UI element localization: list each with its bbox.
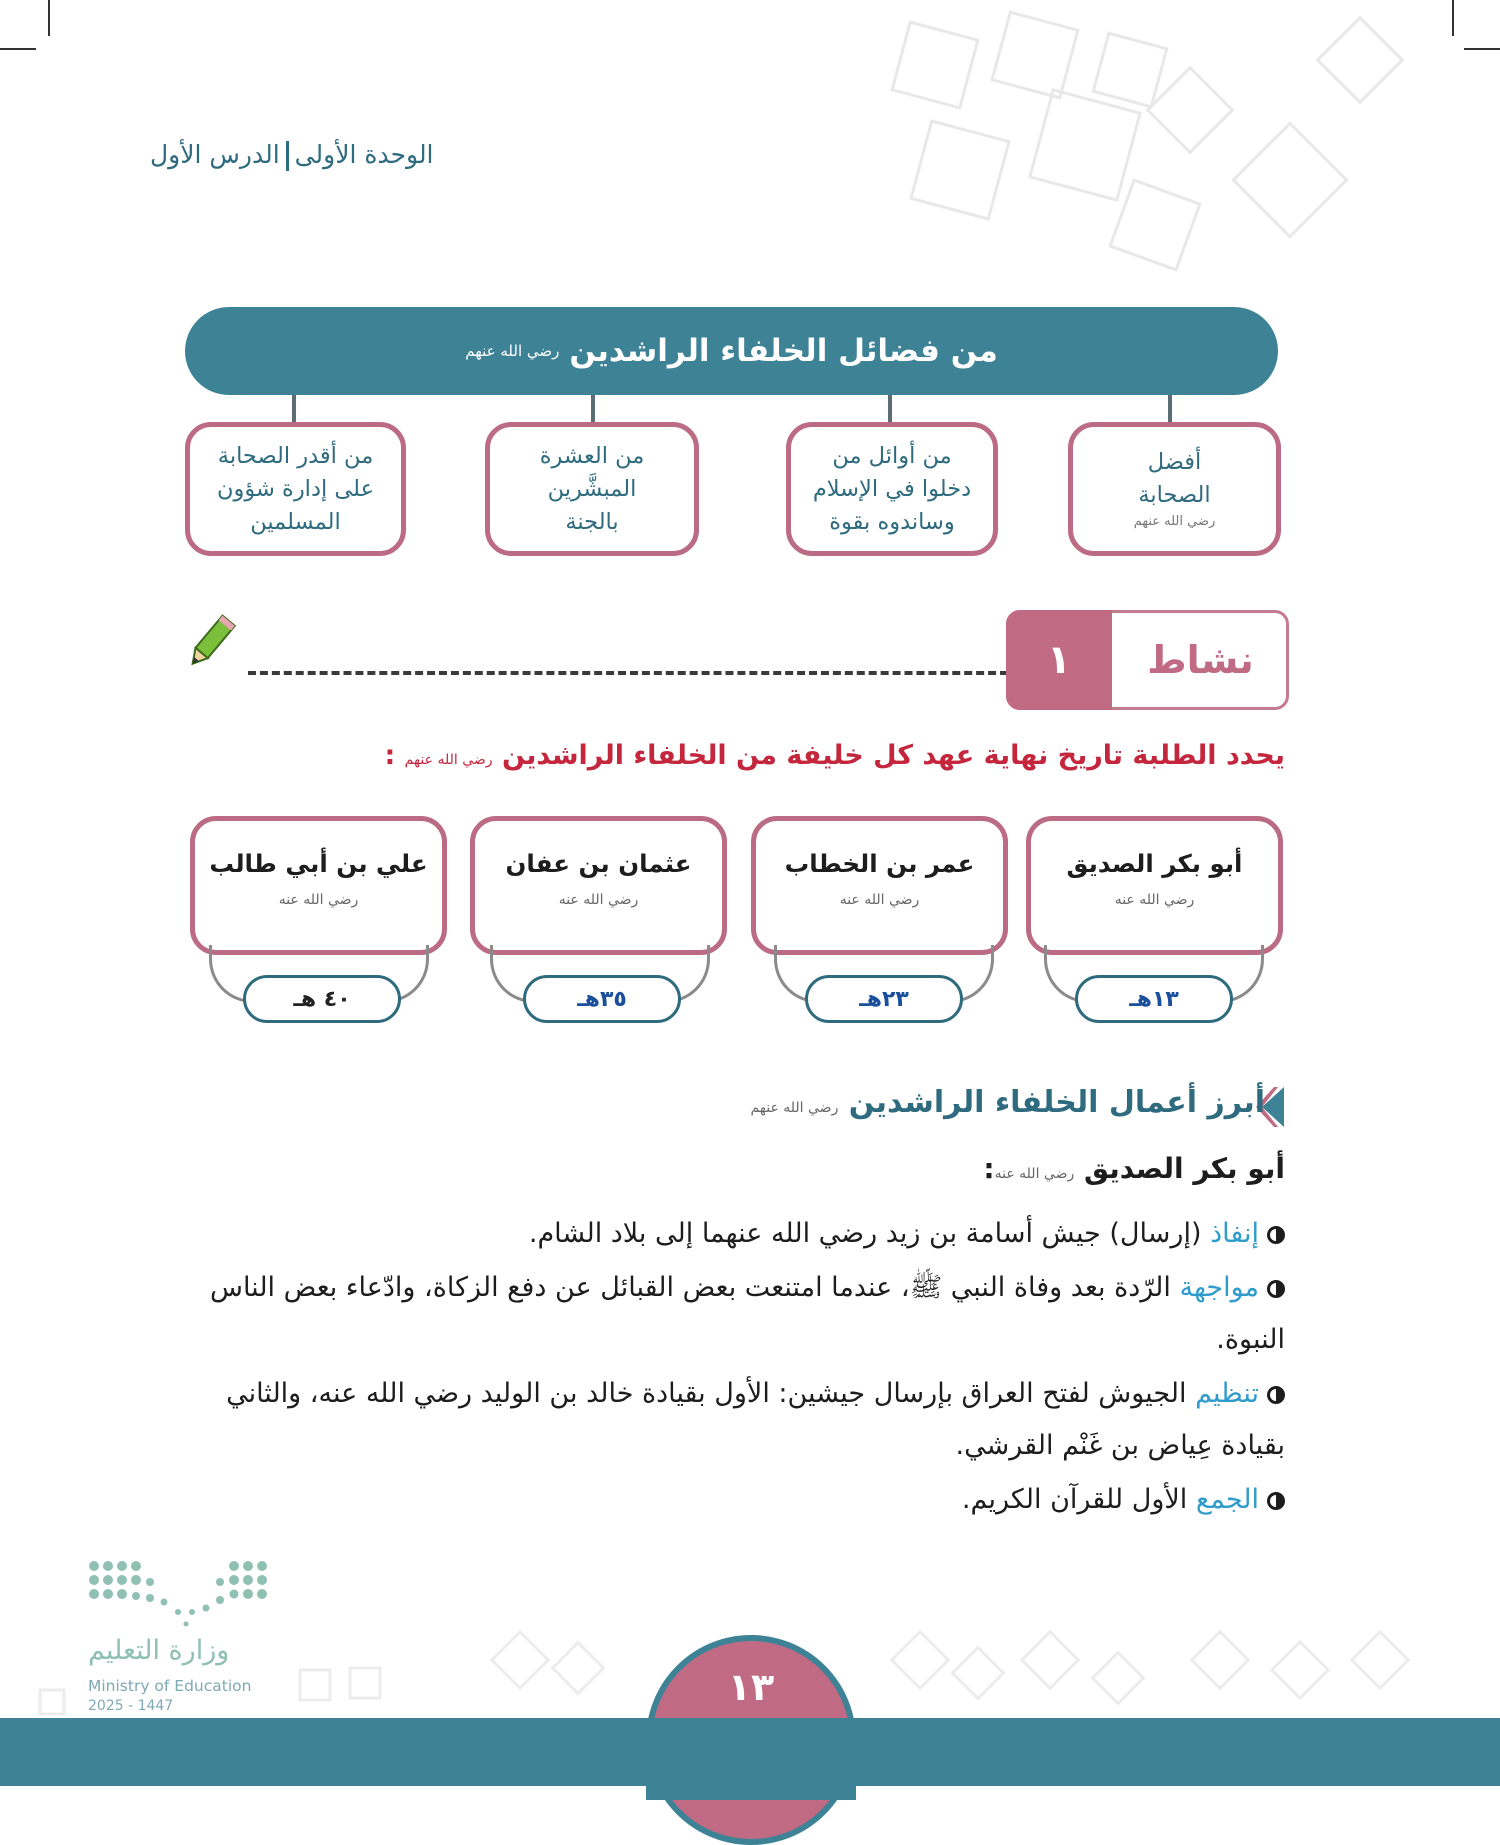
merit-text: دخلوا في الإسلام bbox=[812, 475, 972, 502]
crop-mark bbox=[48, 0, 50, 36]
connector-line bbox=[1168, 395, 1172, 422]
bullet-keyword: تنظيم bbox=[1195, 1378, 1259, 1409]
ministry-name-en: Ministry of Education bbox=[88, 1677, 252, 1695]
caliph-card bbox=[190, 816, 447, 955]
bullet-keyword: الجمع bbox=[1195, 1484, 1259, 1515]
breadcrumb-separator bbox=[286, 141, 289, 171]
merit-text: من أوائل من bbox=[832, 442, 952, 469]
year-answer-field[interactable]: ٤٠ هـ bbox=[243, 975, 401, 1023]
caliph-name: علي بن أبي طالب bbox=[209, 849, 428, 878]
edition-year: 2025 - 1447 bbox=[88, 1698, 174, 1714]
caliph-honorific: رضي الله عنه bbox=[839, 892, 920, 908]
merit-text: من أقدر الصحابة bbox=[217, 442, 374, 469]
bullet-text: الرّدة بعد وفاة النبي ﷺ، عندما امتنعت بعض القبائل عن دفع الزكاة، وادّعاء بعض الناس النبوة. bbox=[209, 1272, 1285, 1355]
page-number: ١٣ bbox=[727, 1665, 775, 1709]
merit-text: الصحابة bbox=[1138, 482, 1211, 508]
activity-instruction bbox=[340, 740, 1285, 771]
bullet-icon bbox=[1267, 1386, 1285, 1404]
instruction-honorific: رضي الله عنهم bbox=[404, 752, 493, 768]
lesson-label: الدرس الأول bbox=[150, 140, 280, 169]
abubakr-honorific: رضي الله عنه bbox=[994, 1166, 1075, 1182]
instruction-text: يحدد الطلبة تاريخ نهاية عهد كل خليفة من الخلفاء الراشدين bbox=[501, 740, 1285, 771]
bullet-keyword: مواجهة bbox=[1179, 1272, 1259, 1303]
crop-mark bbox=[1452, 0, 1454, 36]
merit-text: من العشرة bbox=[539, 442, 645, 469]
unit-label: الوحدة الأولى bbox=[294, 140, 434, 169]
bullet-icon bbox=[1267, 1492, 1285, 1510]
abubakr-title: أبو بكر الصديق bbox=[1083, 1152, 1285, 1185]
merit-card bbox=[185, 422, 406, 556]
year-answer-field[interactable]: ١٣هـ bbox=[1075, 975, 1233, 1023]
list-item bbox=[180, 1208, 1285, 1260]
bullet-icon bbox=[1267, 1226, 1285, 1244]
ministry-name-ar: وزارة التعليم bbox=[88, 1635, 230, 1666]
caliph-card bbox=[1026, 816, 1283, 955]
bullet-keyword: إنفاذ bbox=[1210, 1218, 1259, 1249]
caliph-honorific: رضي الله عنه bbox=[1114, 892, 1195, 908]
bullet-icon bbox=[1267, 1280, 1285, 1298]
banner-honorific: رضي الله عنهم bbox=[465, 342, 560, 360]
banner-title: من فضائل الخلفاء الراشدين bbox=[569, 333, 998, 369]
connector-line bbox=[591, 395, 595, 422]
merit-card bbox=[1068, 422, 1281, 556]
connector-line bbox=[888, 395, 892, 422]
merit-text: المبشَّرين bbox=[547, 475, 637, 502]
ministry-logo-icon bbox=[88, 1560, 274, 1630]
merit-text: المسلمين bbox=[250, 508, 341, 535]
section-title bbox=[740, 1085, 1265, 1120]
merit-honorific: رضي الله عنهم bbox=[1133, 514, 1216, 529]
merit-text: وساندوه بقوة bbox=[829, 508, 955, 535]
abubakr-colon: : bbox=[983, 1152, 995, 1185]
caliph-honorific: رضي الله عنه bbox=[278, 892, 359, 908]
merits-banner bbox=[185, 307, 1278, 395]
bullet-text: الجيوش لفتح العراق بإرسال جيشين: الأول بقيادة خالد بن الوليد رضي الله عنه، والثاني بقيادة عِياض بن غَنْم القرشي. bbox=[226, 1378, 1285, 1461]
instruction-colon: : bbox=[384, 740, 396, 771]
year-answer-field[interactable]: ٣٥هـ bbox=[523, 975, 681, 1023]
merit-text: على إدارة شؤون bbox=[217, 475, 374, 502]
bullet-text: الأول للقرآن الكريم. bbox=[961, 1484, 1196, 1515]
caliph-name: عمر بن الخطاب bbox=[784, 849, 975, 878]
list-item bbox=[180, 1262, 1285, 1366]
crop-mark bbox=[0, 48, 36, 50]
list-item bbox=[180, 1368, 1285, 1472]
bullet-text: (إرسال) جيش أسامة بن زيد رضي الله عنهما إلى بلاد الشام. bbox=[528, 1218, 1211, 1249]
merit-text: أفضل bbox=[1147, 449, 1202, 475]
footer-bar-segment bbox=[646, 1718, 856, 1800]
merit-text: بالجنة bbox=[565, 508, 619, 535]
crop-mark bbox=[1464, 48, 1500, 50]
connector-line bbox=[292, 395, 296, 422]
breadcrumb bbox=[150, 140, 490, 171]
abubakr-heading bbox=[900, 1152, 1285, 1185]
dashed-divider bbox=[248, 671, 1008, 675]
caliph-name: أبو بكر الصديق bbox=[1066, 849, 1243, 878]
caliph-card bbox=[470, 816, 727, 955]
year-answer-field[interactable]: ٢٣هـ bbox=[805, 975, 963, 1023]
merit-card bbox=[485, 422, 699, 556]
section-title-text: أبرز أعمال الخلفاء الراشدين bbox=[848, 1085, 1265, 1120]
caliph-honorific: رضي الله عنه bbox=[558, 892, 639, 908]
list-item bbox=[180, 1474, 1285, 1526]
activity-number: ١ bbox=[1006, 610, 1112, 710]
caliph-name: عثمان بن عفان bbox=[505, 849, 692, 878]
achievements-list bbox=[180, 1208, 1285, 1528]
merit-card bbox=[786, 422, 998, 556]
caliph-card bbox=[751, 816, 1008, 955]
activity-label: نشاط bbox=[1147, 638, 1254, 682]
pencil-icon bbox=[180, 612, 240, 674]
section-honorific: رضي الله عنهم bbox=[750, 1100, 839, 1116]
